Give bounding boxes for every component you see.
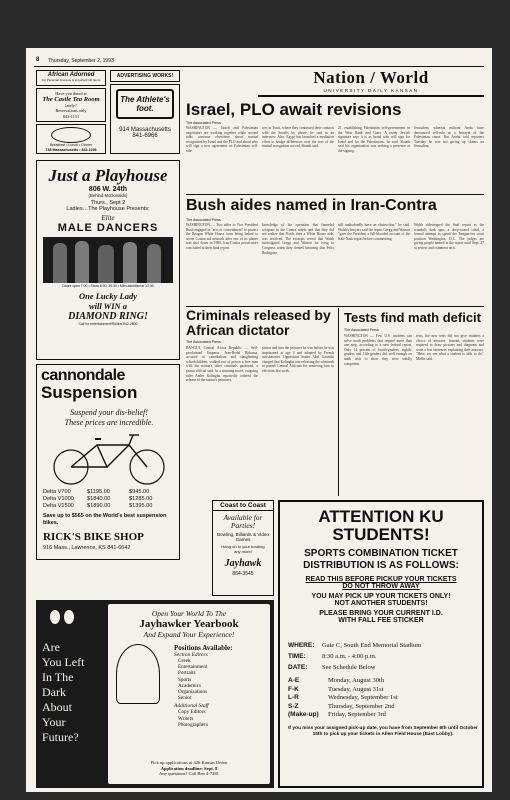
price-model: Delta V700: [43, 489, 71, 495]
question-line: About: [42, 700, 72, 714]
yearbook-pickup: Pick up applications at 426 Kansas Union: [150, 760, 228, 765]
playhouse-lucky-line3: DIAMOND RING!: [68, 311, 148, 323]
date-row: [288, 664, 478, 672]
criminals-headline-text: Criminals released by African dictator: [186, 307, 331, 338]
schedule-day: Wednesday, September 1st: [328, 694, 398, 701]
dancer-figure: [147, 244, 161, 283]
price-old: $1840.00: [87, 496, 111, 502]
page-number: 8: [36, 57, 40, 63]
date-value: See Schedule Below: [322, 664, 376, 671]
iran-contra-headline: Bush aides named in Iran-Contra: [186, 197, 437, 214]
price-model: Delta V1000: [43, 496, 74, 502]
schedule-letters: (Make-up): [288, 711, 319, 718]
schedule-row: [288, 703, 478, 712]
playhouse-elite: Elite: [101, 214, 115, 223]
staff-item: Writers: [178, 715, 194, 722]
iran-contra-col-4: Walsh sidestepped the final report as the scandal's dark spot, a deep-rooted cabal, a formal attempt to spend the Reagan-era court position Washington, D.C. The judges are giving people named in the report until Sept. 27 to review and comment on it.: [414, 223, 484, 250]
yearbook-questions: Any questions? Call Ben 4-7281: [159, 771, 219, 777]
price-row: [43, 496, 177, 503]
jayhawk-mascot-icon: [116, 644, 160, 704]
african-adorned-title: African Adorned: [47, 72, 95, 78]
math-headline: Tests find math deficit: [344, 310, 481, 325]
dancer-figure: [53, 243, 67, 283]
price-row: [43, 503, 177, 510]
attention-footer: If you miss your assigned pick-up date, you have from September 6th until October 15th to pick up your tickets in Allen Field House (East Lobby).: [288, 725, 478, 737]
israel-col-3: 21, establishing Palestinian self-government in the West Bank and Gaza. A ready Jewish signature says it is as broad who will sign for Israel and for the Palestinians, he said. Shaath said his organization was seeking a presence at the signing.: [338, 126, 410, 153]
breakfast-line1: Breakfast • Lunch • Dinner: [49, 143, 93, 147]
section-title: Nation / World: [313, 68, 429, 87]
playhouse-lucky-line2: will WIN a: [88, 301, 128, 312]
playhouse-date: Thurs., Sept 2: [90, 200, 126, 207]
attention-pickup1: YOU MAY PICK UP YOUR TICKETS ONLY!: [311, 593, 451, 600]
newspaper-page: [26, 48, 492, 792]
cannondale-suspension: Suspension: [41, 383, 138, 402]
jayhawker-title: Jayhawker Yearbook: [139, 618, 239, 630]
question-line: Your: [42, 715, 66, 729]
schedule-table: [288, 677, 478, 720]
coast-title: Coast to Coast: [213, 501, 273, 511]
staff-item: Photographers: [178, 721, 208, 728]
iran-contra-col-1: WASHINGTON — Two aides to Vice President Bush engaged in "acts of concealment" to protect the Reagan White House from being linked to secret Contra aid network after one of its planes was shot down in 1986, Iran-Contra prosecutors concluded in their final report.: [186, 223, 258, 250]
attention-read-line: READ THIS BEFORE PICKUP YOUR TICKETS: [305, 576, 457, 583]
column-rule: [338, 308, 339, 496]
additional-staff: Additional Staff: [174, 703, 209, 710]
price-new: $1395.00: [129, 503, 153, 509]
athletes-foot-logo: [116, 89, 174, 119]
coast-note: Hang on to your bowling any more!: [221, 543, 265, 554]
cannondale-tagline1: Suspend your dis-belief!: [70, 408, 148, 417]
eye-icon: [50, 610, 60, 624]
israel-col-1: WASHINGTON — Israeli and Palestinian negotiators are working together while second talks continue elsewhere about mutual recognition by Israel and the PLO and about who will sign a new agreement on Palestinian self-rule.: [186, 126, 258, 153]
attention-title: ATTENTION KU STUDENTS!: [318, 507, 444, 544]
price-row: [43, 489, 177, 496]
header-rule: [34, 66, 484, 67]
where-value: Gate C, South End Memorial Stadium: [322, 642, 422, 649]
bicycle-icon: [49, 431, 169, 485]
criminals-col-2: prison and into the prisoner he was before he was imprisoned at age 4 and adopted by French missionaries. Opposition leader Abel Goumba charged that Kolingba was releasing the criminals to punish Central Africans for removing him in elections last week.: [262, 346, 334, 373]
dancer-figure: [123, 242, 137, 283]
question-line: In The: [42, 670, 74, 684]
playhouse-promo: Ladies…The Playhouse Presents:: [66, 206, 150, 213]
criminals-headline: [186, 308, 336, 338]
playhouse-lucky-line1: One Lucky Lady: [78, 291, 138, 302]
price-model: Delta V1500: [43, 503, 74, 509]
section-editors: Section Editors: [174, 652, 208, 658]
dancers-photo: [43, 237, 173, 283]
question-line: Future?: [42, 730, 79, 744]
tea-room-name: The Castle Tea Room: [42, 96, 100, 104]
attention-details: [288, 642, 478, 738]
iran-contra-col-3: still undoubtedly have an obstruction," he said. Walsh's lawyers said the report Gregg and Watson "gave the President a full-blooded account of the Kaff-Nash report before commenting.: [338, 223, 410, 241]
breakfast-line2: 738 Massachusetts • 842-1198: [45, 148, 97, 153]
schedule-day: Tuesday, August 31st: [328, 685, 384, 693]
attention-dont-throw: DO NOT THROW AWAY: [342, 583, 420, 590]
african-adorned-ad: [36, 70, 106, 86]
position-item: Organizations: [178, 689, 208, 696]
position-item: Greek: [178, 658, 191, 664]
where-label: WHERE:: [288, 642, 315, 649]
dancer-figure: [98, 245, 114, 283]
african-adorned-tagline: For Personal Interests & Imported Gift Items: [41, 78, 101, 82]
math-col-2: tests, the new tests did not give students a choice of answers. Instead, students were required to draw pictures and diagrams and write a few sentences explaining their answers. "Here, we see what a student is able to do," Mullis said.: [416, 334, 484, 361]
playhouse-phone-line: Call for entertainment/Rollins 842-2800: [78, 322, 138, 327]
israel-col-2: tors in Tunis, where they continued their contacts with the Israelis by phone, he said in an interview. Also, Egypt has launched a mediation effort to bridge differences over the text of the mutual recognition accord, Shaath said.: [262, 126, 334, 149]
schedule-letters: S-Z: [288, 702, 299, 710]
position-items: [174, 658, 266, 701]
tea-room-ad: [36, 88, 106, 122]
yearbook-footer: [112, 760, 266, 777]
playhouse-title: Just a Playhouse: [48, 166, 168, 185]
schedule-letters: L-R: [288, 694, 299, 701]
staff-items: [174, 709, 266, 728]
attention-bring2: WITH FALL FEE STICKER: [338, 617, 424, 624]
question-line: You Left: [42, 655, 85, 669]
time-value: 8:30 a.m. - 4:00 p.m.: [322, 653, 377, 660]
cannondale-brand: cannondale: [41, 367, 125, 384]
positions-list: [174, 644, 266, 728]
schedule-letters: F-K: [288, 685, 299, 693]
positions-title: Positions Available:: [174, 644, 233, 652]
criminals-byline: The Associated Press: [186, 340, 221, 344]
position-item: Senior: [178, 695, 192, 702]
yearbook-question: [42, 640, 104, 745]
schedule-row: [288, 677, 478, 686]
schedule-day: Monday, August 30th: [328, 677, 385, 684]
question-line: Dark: [42, 685, 66, 699]
position-item: Academics: [178, 682, 202, 689]
tea-room-line3: lately?: [65, 103, 77, 109]
israel-byline: The Associated Press: [186, 121, 221, 125]
date-label: DATE:: [288, 664, 308, 671]
section-rule: [258, 95, 484, 97]
math-col-1: WASHINGTON — Few U.S. students can solve math problems that require more than one step, according to a new federal report. Only 14 percent of fourth-graders, eighth-graders and 12th-graders did well enough on math tests to show they were solidly competent.: [344, 334, 412, 366]
cannondale-ad: [36, 364, 180, 560]
position-item: Entertainment: [178, 664, 208, 671]
yearbook-deadline: Application deadline: Sept. 8: [160, 765, 218, 771]
tea-room-line4: Reservations only: [55, 108, 87, 114]
coast-phone: 864-3545: [232, 571, 254, 578]
coast-logo: Jayhawk: [224, 558, 262, 570]
time-row: [288, 653, 478, 661]
bike-shop-address: 916 Mass., Lawrence, KS 841-6642: [43, 545, 131, 551]
athletes-foot-ad: [110, 84, 180, 154]
dancer-figure: [75, 241, 89, 283]
staff-item: Copy Editors: [178, 709, 206, 716]
schedule-row: [288, 686, 478, 695]
math-byline: The Associated Press: [344, 328, 379, 332]
advertising-works-label: ADVERTISING WORKS!: [116, 73, 174, 79]
yearbook-ad: [36, 600, 274, 788]
position-item: Sports: [178, 676, 192, 683]
coast-available: Available for Parties!: [223, 513, 263, 530]
time-label: TIME:: [288, 653, 306, 660]
tea-room-line1: Have you dined at: [55, 91, 87, 96]
athletes-foot-phone: 841-6966: [132, 133, 158, 139]
israel-col-4: Jerusalem, whereas militant Arabs have denounced self-rule as a betrayal of the Palestinian cause. But Arafat told reporters Tuesday he was not giving up claims on Jerusalem.: [414, 126, 484, 149]
iran-contra-col-2: knowledge of the operation that funneled weapons to the Contra rebels and that they did not realize that North, then a White House aide, was involved. The excerpts reveal that Walsh investigated Gregg and Watson for lying to Congress when they denied knowing that Felix Rodriguez.: [262, 223, 334, 255]
bike-shop-name: RICK'S BIKE SHOP: [43, 531, 144, 543]
playhouse-address: 806 W. 24th: [88, 186, 128, 193]
coast-to-coast-ad: [212, 500, 274, 596]
israel-headline: Israel, PLO await revisions: [186, 100, 402, 119]
rule: [186, 194, 484, 195]
cannondale-tagline2: These prices are incredible.: [64, 418, 154, 427]
cannondale-save: Save up to $565 on the World's best suspension bikes.: [43, 513, 167, 526]
open-world: Open Your World To The: [151, 609, 227, 618]
criminals-col-1: BANGUI, Central Africa Republic — Self-proclaimed Emperor Jean-Bedel Bokassa, accused of cannibalism and slaughtering schoolchildren, walked out of prison a free man with the nation's other criminals pardoned, a prison official said. In a stunning move, outgoing ruler Andre Kolingba reportedly ordered the release of the nation's prisoners.: [186, 346, 258, 383]
advertising-works-ad: [110, 70, 180, 82]
question-line: Are: [42, 640, 60, 654]
coast-services: Bowling, Billiards & Video Games: [216, 532, 269, 543]
price-old: $1890.00: [87, 503, 111, 509]
date-line: Thursday, September 2, 1993: [48, 58, 114, 64]
price-old: $1195.00: [87, 489, 110, 495]
schedule-day: Friday, September 3rd: [328, 711, 386, 718]
breakfast-ad: [36, 124, 106, 154]
athletes-foot-name: The Athlete's foot.: [120, 95, 170, 113]
expand-text: And Expand Your Experience!: [143, 630, 235, 639]
attention-pickup2: NOT ANOTHER STUDENTS!: [334, 600, 428, 607]
attention-subtitle: SPORTS COMBINATION TICKET DISTRIBUTION IS AS FOLLOWS:: [303, 548, 459, 571]
schedule-letters: A-E: [288, 677, 300, 684]
schedule-row: [288, 694, 478, 703]
schedule-row: [288, 711, 478, 720]
attention-ad: [278, 500, 484, 788]
playhouse-male-dancers: MALE DANCERS: [57, 222, 159, 235]
attention-bring1: PLEASE BRING YOUR CURRENT I.D.: [319, 610, 443, 617]
price-new: $945.00: [129, 489, 150, 495]
restaurant-logo-icon: [51, 127, 91, 143]
tea-room-phone: 843-1151: [62, 113, 80, 119]
iran-contra-byline: The Associated Press: [186, 218, 221, 222]
playhouse-ad: [36, 160, 180, 360]
section-subtitle: UNIVERSITY DAILY KANSAN: [323, 88, 419, 93]
playhouse-door-info: Doors open 7:00 • Show 8:00, 10:30 • Men admitted at 12:30: [62, 284, 154, 289]
where-row: [288, 642, 478, 650]
athletes-foot-address: 914 Massachusetts: [119, 127, 171, 133]
price-new: $1285.00: [129, 496, 153, 502]
playhouse-address-note: (Behind McDonalds): [88, 193, 128, 198]
price-list: [43, 489, 177, 510]
position-item: Portraits: [178, 670, 196, 677]
schedule-day: Thursday, September 2nd: [328, 702, 395, 710]
yearbook-panel: [108, 604, 270, 784]
eye-icon: [64, 610, 74, 624]
